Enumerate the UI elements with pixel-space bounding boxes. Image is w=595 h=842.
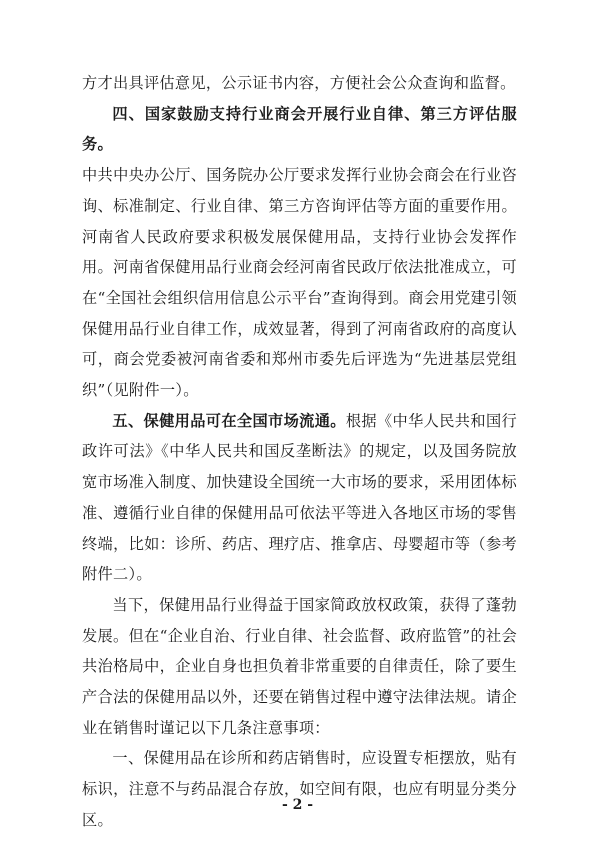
paragraph-current-situation: 当下，保健用品行业得益于国家简政放权政策，获得了蓬勃发展。但在“企业自治、行业自律、社会监督、政府监管”的社会共治格局中，企业自身也担负着非常重要的自律责任，除了要生产合法的保健用品以外，还要在销售过程中遵守法律法规。请企业在销售时谨记以下几条注意事项： (82, 595, 517, 737)
paragraph-note-1: 一、保健用品在诊所和药店销售时，应设置专柜摆放，贴有标识，注意不与药品混合存放，如空间有限，也应有明显分类分区。 (82, 749, 517, 829)
paragraph-continuation: 方才出具评估意见，公示证书内容，方便社会公众查询和监督。 (82, 74, 516, 92)
paragraph-section-5-body: 根据《中华人民共和国行政许可法》《中华人民共和国反垄断法》的规定，以及国务院放宽市场准入制度、加快建设全国统一大市场的要求，采用团体标准、遵循行业自律的保健用品可依法平等进入各地区市场的零售终端，比如：诊所、药店、理疗店、推拿店、母婴超市等（参考附件二）。 (82, 411, 517, 584)
paragraph-section-4-body: 中共中央办公厅、国务院办公厅要求发挥行业协会商会在行业咨询、标准制定、行业自律、第三方咨询评估等方面的重要作用。河南省人民政府要求积极发展保健用品，支持行业协会发挥作用。河南省保健用品行业商会经河南省民政厅依法批准成立，可在“全国社会组织信用信息公示平台”查询得到。商会用党建引领保健用品行业自律工作，成效显著，得到了河南省政府的高度认可，商会党委被河南省委和郑州市委先后评选为“先进基层党组织”（见附件一）。 (82, 166, 517, 400)
page-number: - 2 - (281, 797, 314, 813)
paragraph-section-5 (82, 406, 517, 590)
heading-section-4: 四、国家鼓励支持行业商会开展行业自律、第三方评估服务。 (82, 104, 517, 154)
heading-section-5: 五、保健用品可在全国市场流通。 (112, 411, 346, 430)
